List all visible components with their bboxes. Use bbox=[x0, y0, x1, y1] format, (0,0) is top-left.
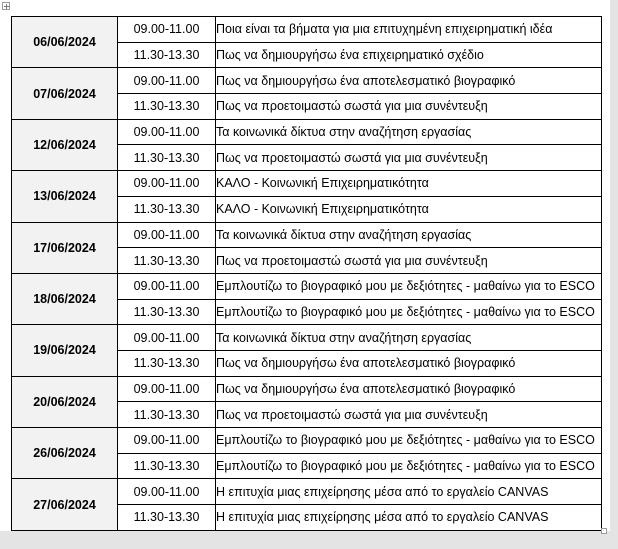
date-cell[interactable]: 27/06/2024 bbox=[12, 479, 118, 530]
time-cell[interactable]: 11.30-13.30 bbox=[118, 402, 216, 428]
time-cell[interactable]: 11.30-13.30 bbox=[118, 453, 216, 479]
topic-cell[interactable]: Πως να προετοιμαστώ σωστά για μια συνέντευξη bbox=[216, 145, 602, 171]
topic-cell[interactable]: Τα κοινωνικά δίκτυα στην αναζήτηση εργασίας bbox=[216, 119, 602, 145]
topic-cell[interactable]: ΚΑΛΟ - Κοινωνική Επιχειρηματικότητα bbox=[216, 171, 602, 197]
table-row bbox=[12, 376, 602, 402]
topic-cell[interactable]: Πως να προετοιμαστώ σωστά για μια συνέντευξη bbox=[216, 94, 602, 120]
topic-cell[interactable]: Ποια είναι τα βήματα για μια επιτυχημένη επιχειρηματική ιδέα bbox=[216, 17, 602, 43]
topic-cell[interactable]: Πως να δημιουργήσω ένα αποτελεσματικό βιογραφικό bbox=[216, 376, 602, 402]
topic-cell[interactable]: Εμπλουτίζω το βιογραφικό μου με δεξιότητες - μαθαίνω για το ESCO bbox=[216, 428, 602, 454]
table-move-handle-icon[interactable] bbox=[2, 2, 10, 10]
time-cell[interactable]: 09.00-11.00 bbox=[118, 273, 216, 299]
date-cell[interactable]: 06/06/2024 bbox=[12, 17, 118, 68]
topic-cell[interactable]: Πως να δημιουργήσω ένα αποτελεσματικό βιογραφικό bbox=[216, 350, 602, 376]
table-row bbox=[12, 68, 602, 94]
time-cell[interactable]: 09.00-11.00 bbox=[118, 68, 216, 94]
topic-cell[interactable]: Εμπλουτίζω το βιογραφικό μου με δεξιότητες - μαθαίνω για το ESCO bbox=[216, 273, 602, 299]
topic-cell[interactable]: Η επιτυχία μιας επιχείρησης μέσα από το εργαλείο CANVAS bbox=[216, 479, 602, 505]
date-cell[interactable]: 20/06/2024 bbox=[12, 376, 118, 427]
table-row bbox=[12, 479, 602, 505]
time-cell[interactable]: 11.30-13.30 bbox=[118, 505, 216, 531]
date-cell[interactable]: 26/06/2024 bbox=[12, 428, 118, 479]
date-cell[interactable]: 07/06/2024 bbox=[12, 68, 118, 119]
table-row bbox=[12, 428, 602, 454]
date-cell[interactable]: 18/06/2024 bbox=[12, 273, 118, 324]
time-cell[interactable]: 09.00-11.00 bbox=[118, 376, 216, 402]
time-cell[interactable]: 11.30-13.30 bbox=[118, 42, 216, 68]
date-cell[interactable]: 19/06/2024 bbox=[12, 325, 118, 376]
time-cell[interactable]: 11.30-13.30 bbox=[118, 196, 216, 222]
time-cell[interactable]: 09.00-11.00 bbox=[118, 222, 216, 248]
time-cell[interactable]: 09.00-11.00 bbox=[118, 17, 216, 43]
table-resize-handle-icon[interactable] bbox=[601, 528, 607, 534]
table-row bbox=[12, 171, 602, 197]
table-row bbox=[12, 273, 602, 299]
schedule-table-body bbox=[12, 17, 602, 531]
time-cell[interactable]: 11.30-13.30 bbox=[118, 145, 216, 171]
time-cell[interactable]: 11.30-13.30 bbox=[118, 299, 216, 325]
topic-cell[interactable]: Τα κοινωνικά δίκτυα στην αναζήτηση εργασίας bbox=[216, 325, 602, 351]
time-cell[interactable]: 11.30-13.30 bbox=[118, 350, 216, 376]
table-row bbox=[12, 17, 602, 43]
time-cell[interactable]: 09.00-11.00 bbox=[118, 428, 216, 454]
topic-cell[interactable]: Πως να δημιουργήσω ένα αποτελεσματικό βιογραφικό bbox=[216, 68, 602, 94]
table-row bbox=[12, 325, 602, 351]
time-cell[interactable]: 09.00-11.00 bbox=[118, 479, 216, 505]
topic-cell[interactable]: Εμπλουτίζω το βιογραφικό μου με δεξιότητες - μαθαίνω για το ESCO bbox=[216, 299, 602, 325]
time-cell[interactable]: 11.30-13.30 bbox=[118, 248, 216, 274]
time-cell[interactable]: 09.00-11.00 bbox=[118, 325, 216, 351]
time-cell[interactable]: 09.00-11.00 bbox=[118, 119, 216, 145]
topic-cell[interactable]: Τα κοινωνικά δίκτυα στην αναζήτηση εργασίας bbox=[216, 222, 602, 248]
time-cell[interactable]: 09.00-11.00 bbox=[118, 171, 216, 197]
topic-cell[interactable]: ΚΑΛΟ - Κοινωνική Επιχειρηματικότητα bbox=[216, 196, 602, 222]
topic-cell[interactable]: Πως να προετοιμαστώ σωστά για μια συνέντευξη bbox=[216, 402, 602, 428]
table-row bbox=[12, 222, 602, 248]
topic-cell[interactable]: Η επιτυχία μιας επιχείρησης μέσα από το εργαλείο CANVAS bbox=[216, 505, 602, 531]
date-cell[interactable]: 12/06/2024 bbox=[12, 119, 118, 170]
date-cell[interactable]: 17/06/2024 bbox=[12, 222, 118, 273]
date-cell[interactable]: 13/06/2024 bbox=[12, 171, 118, 222]
time-cell[interactable]: 11.30-13.30 bbox=[118, 94, 216, 120]
topic-cell[interactable]: Πως να προετοιμαστώ σωστά για μια συνέντευξη bbox=[216, 248, 602, 274]
topic-cell[interactable]: Πως να δημιουργήσω ένα επιχειρηματικό σχέδιο bbox=[216, 42, 602, 68]
table-row bbox=[12, 119, 602, 145]
schedule-table bbox=[11, 16, 602, 531]
topic-cell[interactable]: Εμπλουτίζω το βιογραφικό μου με δεξιότητες - μαθαίνω για το ESCO bbox=[216, 453, 602, 479]
